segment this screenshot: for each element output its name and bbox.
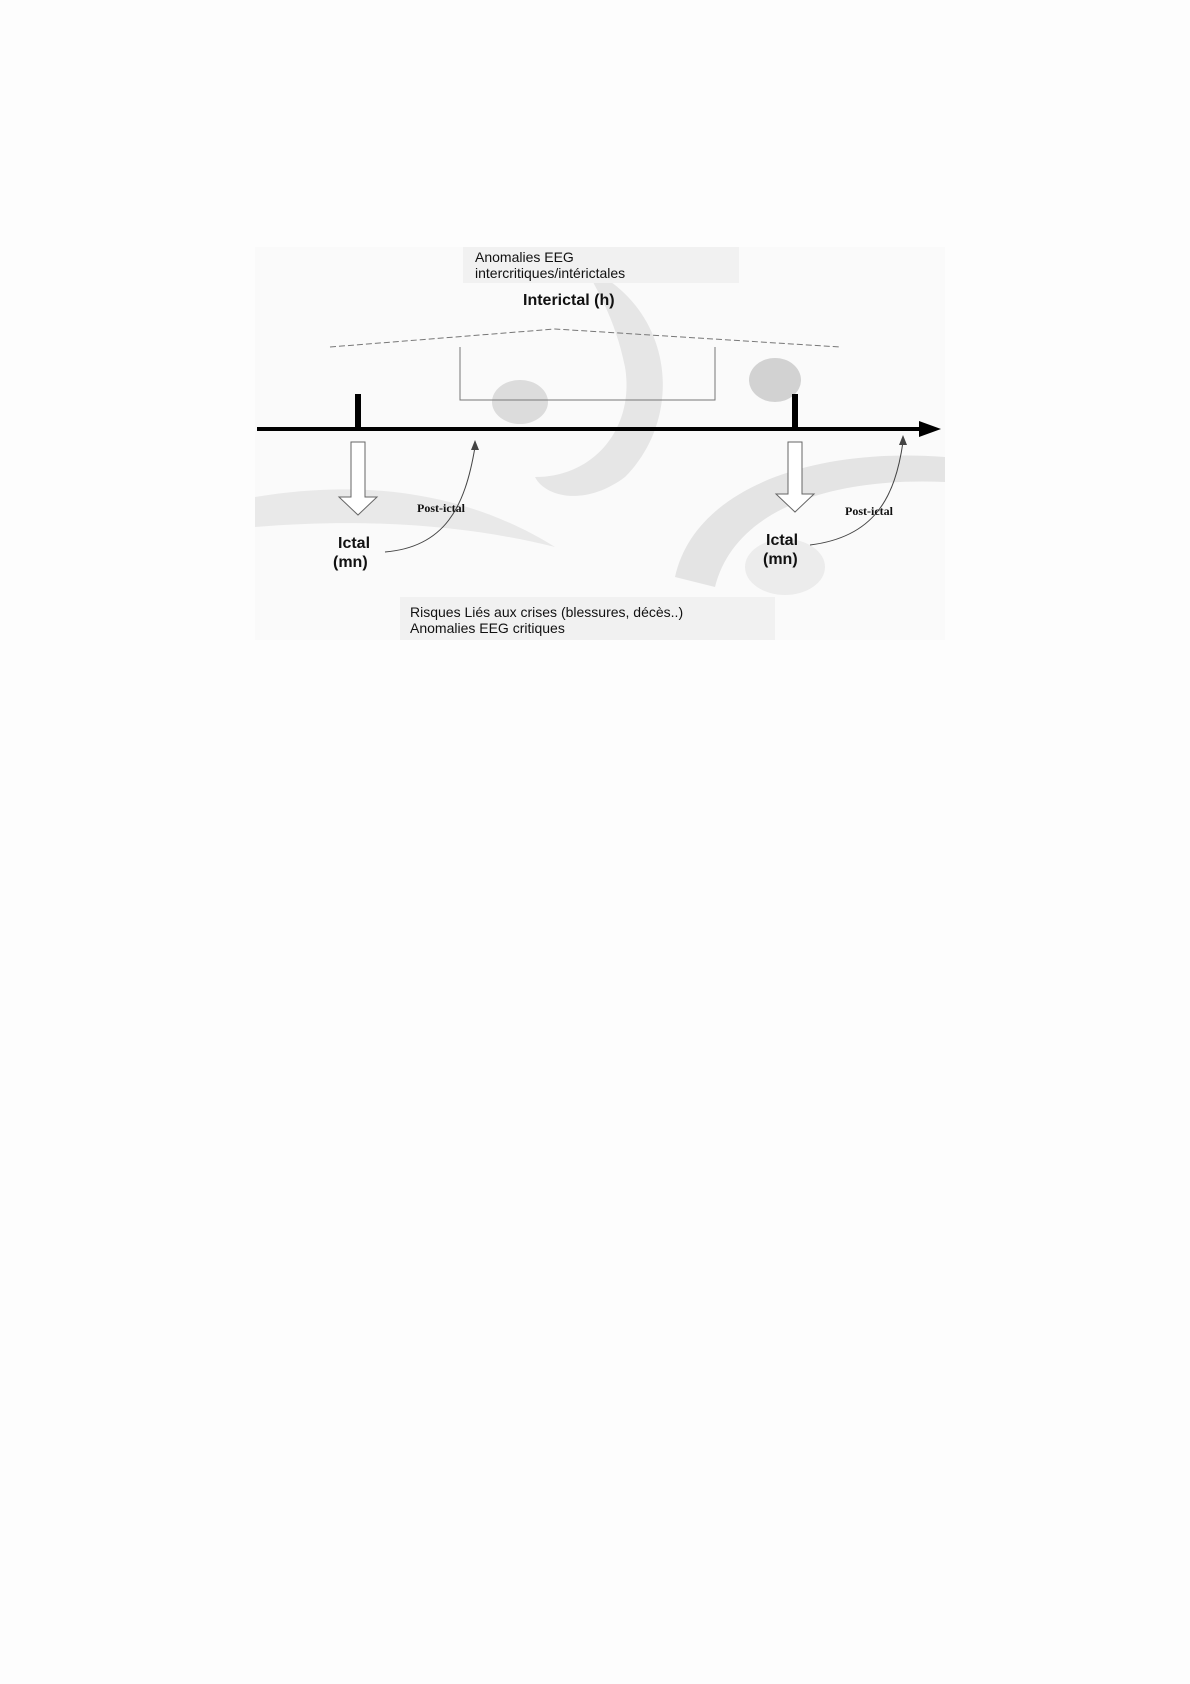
ictal-label-right-line2: (mn) xyxy=(763,551,798,568)
interictal-label: Interictal (h) xyxy=(523,292,615,309)
bottom-annotation-line1: Risques Liés aux crises (blessures, décès..) xyxy=(410,604,684,620)
ictal-label-left-line2: (mn) xyxy=(333,554,368,571)
top-annotation-line1: Anomalies EEG xyxy=(475,249,574,265)
seizure-marker-left xyxy=(355,394,361,429)
ictal-label-right-line1: Ictal xyxy=(766,532,799,549)
seizure-marker-right xyxy=(792,394,798,429)
top-annotation-line2: intercritiques/intérictales xyxy=(475,265,626,281)
seizure-timeline-diagram xyxy=(255,247,945,640)
axis-arrowhead xyxy=(919,421,941,437)
postictal-label-left: Post-ictal xyxy=(417,501,465,515)
bottom-annotation-line2: Anomalies EEG critiques xyxy=(410,620,565,636)
ictal-label-left-line1: Ictal xyxy=(338,535,371,552)
postictal-label-right: Post-ictal xyxy=(845,504,893,518)
